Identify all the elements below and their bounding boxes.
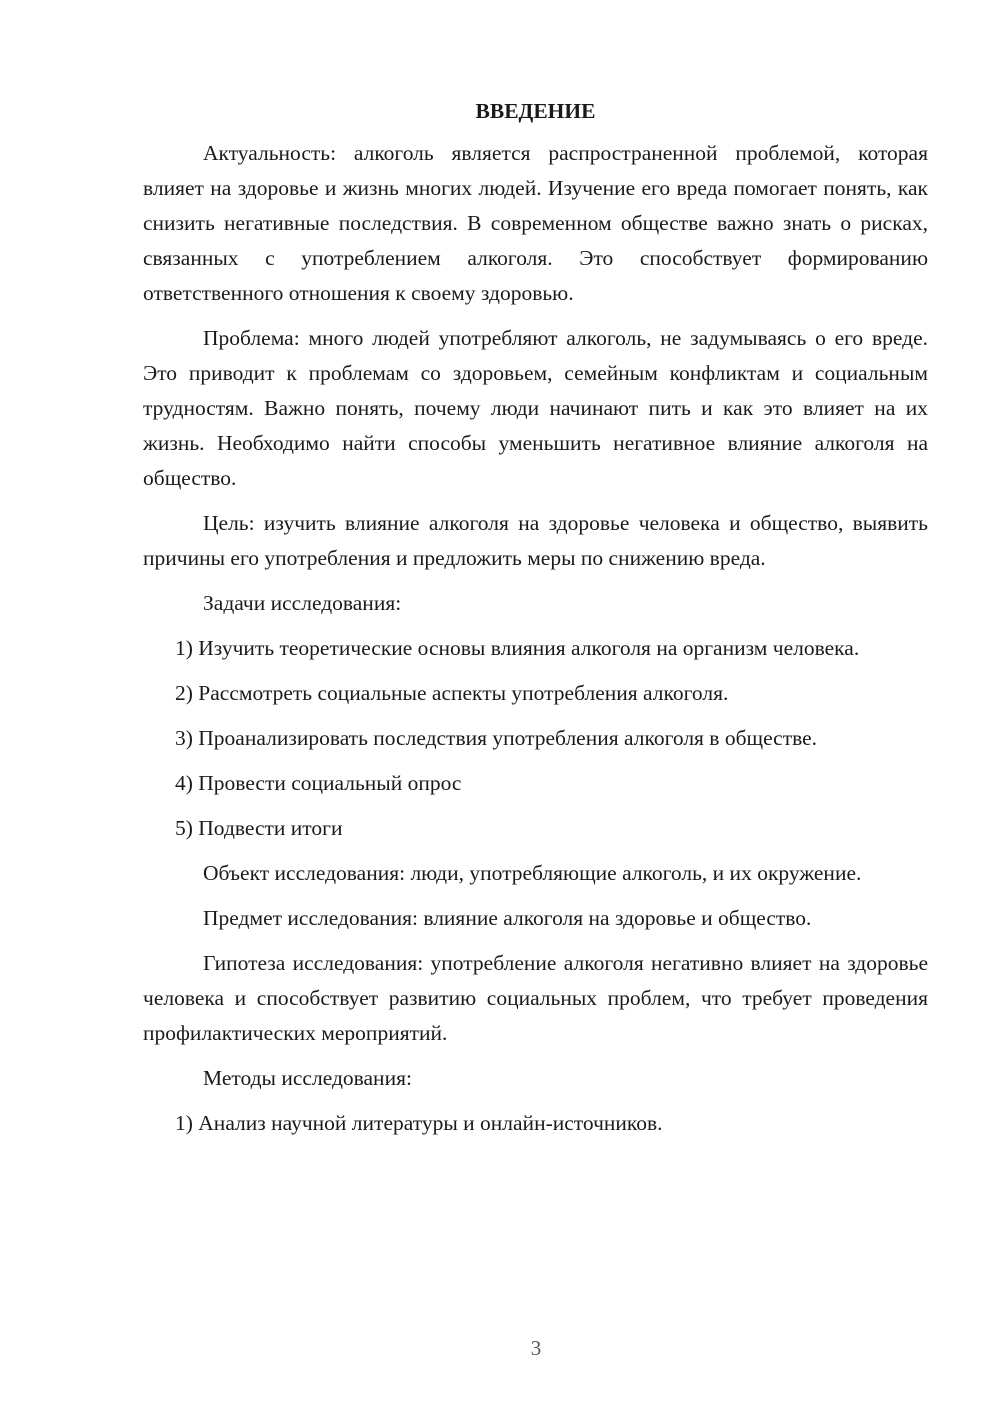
paragraph-relevance: Актуальность: алкоголь является распространенной проблемой, которая влияет на здоровье и жизнь многих людей. Изучение его вреда помогает понять, как снизить негативные последствия. В современном обществе важно знать о рисках, связанных с употреблением алкоголя. Это способствует формированию ответственного отношения к своему здоровью. — [143, 141, 928, 305]
task-item-4: 4) Провести социальный опрос — [175, 771, 462, 795]
task-item-2: 2) Рассмотреть социальные аспекты употребления алкоголя. — [175, 681, 729, 705]
paragraph-goal: Цель: изучить влияние алкоголя на здоровье человека и общество, выявить причины его употребления и предложить меры по снижению вреда. — [143, 511, 928, 570]
tasks-heading: Задачи исследования: — [203, 591, 402, 615]
paragraph-problem: Проблема: много людей употребляют алкоголь, не задумываясь о его вреде. Это приводит к проблемам со здоровьем, семейным конфликтам и социальным трудностям. Важно понять, почему люди начинают пить и как это влияет на их жизнь. Необходимо найти способы уменьшить негативное влияние алкоголя на общество. — [143, 326, 928, 490]
paragraph-subject: Предмет исследования: влияние алкоголя на здоровье и общество. — [203, 906, 812, 930]
task-item-5: 5) Подвести итоги — [175, 816, 343, 840]
section-title: ВВЕДЕНИЕ — [475, 99, 596, 123]
page-number: 3 — [530, 1336, 542, 1360]
method-item-1: 1) Анализ научной литературы и онлайн-источников. — [175, 1111, 663, 1135]
paragraph-object: Объект исследования: люди, употребляющие алкоголь, и их окружение. — [203, 861, 862, 885]
methods-heading: Методы исследования: — [203, 1066, 412, 1090]
paragraph-hypothesis: Гипотеза исследования: употребление алкоголя негативно влияет на здоровье человека и способствует развитию социальных проблем, что требует проведения профилактических мероприятий. — [143, 951, 928, 1045]
document-page — [143, 96, 928, 1151]
task-item-1: 1) Изучить теоретические основы влияния алкоголя на организм человека. — [175, 636, 860, 660]
task-item-3: 3) Проанализировать последствия употребления алкоголя в обществе. — [175, 726, 818, 750]
